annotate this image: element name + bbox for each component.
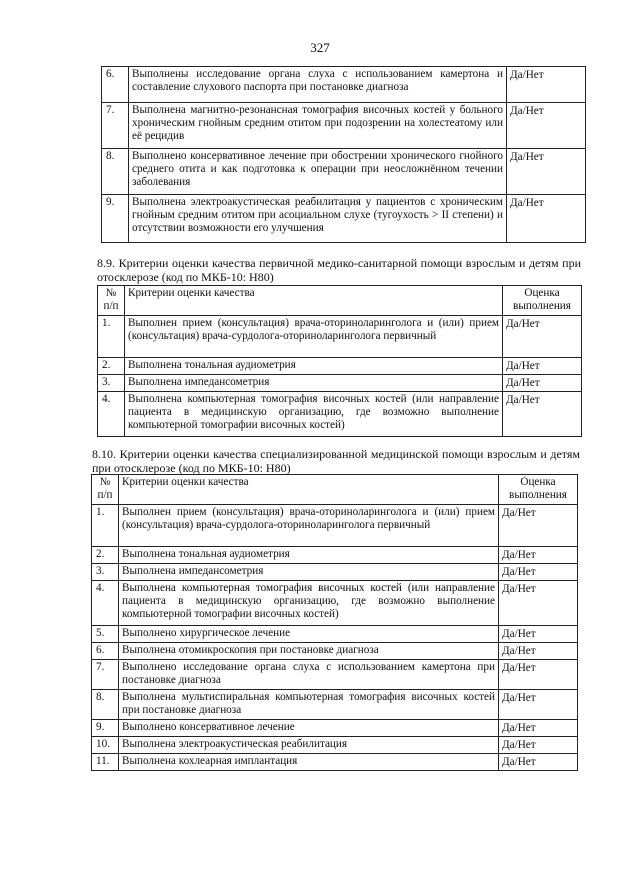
table-header-row [98,286,582,316]
rating-value: Да/Нет [503,358,582,375]
rating-value: Да/Нет [499,564,578,581]
criterion-text: Выполнен прием (консультация) врача-оториноларинголога и (или) прием (консультация) врача-сурдолога-оториноларинголога первичный [119,505,499,547]
row-number: 1. [98,316,125,358]
table-row [98,375,582,392]
table-row [102,67,586,103]
rating-value: Да/Нет [499,547,578,564]
header-criteria: Критерии оценки качества [125,286,503,316]
rating-value: Да/Нет [507,67,586,103]
table-row [92,720,578,737]
criterion-text: Выполнены исследование органа слуха с использованием камертона и составление слухового паспорта при постановке диагноза [129,67,507,103]
criterion-text: Выполнено исследование органа слуха с использованием камертона при постановке диагноза [119,660,499,690]
table-row [92,564,578,581]
header-number: № п/п [92,475,119,505]
rating-value: Да/Нет [503,375,582,392]
rating-value: Да/Нет [499,581,578,626]
header-number: № п/п [98,286,125,316]
row-number: 4. [92,581,119,626]
rating-value: Да/Нет [507,195,586,243]
rating-value: Да/Нет [499,626,578,643]
table-row [92,581,578,626]
table-row [92,626,578,643]
rating-value: Да/Нет [499,690,578,720]
table-header-row [92,475,578,505]
table-row [98,358,582,375]
table-row [92,690,578,720]
rating-value: Да/Нет [499,660,578,690]
criterion-text: Выполнена электроакустическая реабилитация у пациентов с хроническим гнойным средним отитом при асоциальном слухе (тугоухость > II степени) и отсутствии возможности его улучшения [129,195,507,243]
rating-value: Да/Нет [507,149,586,195]
row-number: 8. [102,149,129,195]
table-row [98,316,582,358]
criterion-text: Выполнено хирургическое лечение [119,626,499,643]
row-number: 2. [92,547,119,564]
criterion-text: Выполнена мультиспиральная компьютерная томография височных костей при постановке диагноза [119,690,499,720]
row-number: 9. [102,195,129,243]
criterion-text: Выполнена импедансометрия [125,375,503,392]
row-number: 11. [92,754,119,771]
criterion-text: Выполнена компьютерная томография височных костей (или направление пациента в медицинскую организацию, где возможно выполнение компьютерной томографии височных костей) [119,581,499,626]
row-number: 2. [98,358,125,375]
row-number: 3. [98,375,125,392]
header-rating: Оценка выполнения [499,475,578,505]
criteria-table-8-9 [97,285,582,437]
row-number: 10. [92,737,119,754]
criterion-text: Выполнен прием (консультация) врача-оториноларинголога и (или) прием (консультация) врача-сурдолога-оториноларинголога первичный [125,316,503,358]
rating-value: Да/Нет [503,392,582,437]
criterion-text: Выполнена магнитно-резонансная томография височных костей у больного хроническим гнойным средним отитом при подозрении на холестеатому или её рецидив [129,103,507,149]
header-criteria: Критерии оценки качества [119,475,499,505]
row-number: 7. [102,103,129,149]
criteria-table-8-10 [91,474,578,771]
criterion-text: Выполнена кохлеарная имплантация [119,754,499,771]
rating-value: Да/Нет [499,643,578,660]
row-number: 6. [102,67,129,103]
table-row [92,660,578,690]
table-row [102,195,586,243]
row-number: 6. [92,643,119,660]
row-number: 4. [98,392,125,437]
table-row [102,103,586,149]
rating-value: Да/Нет [507,103,586,149]
table-row [92,754,578,771]
table-row [92,505,578,547]
rating-value: Да/Нет [503,316,582,358]
criterion-text: Выполнено консервативное лечение [119,720,499,737]
header-rating: Оценка выполнения [503,286,582,316]
rating-value: Да/Нет [499,720,578,737]
criterion-text: Выполнена тональная аудиометрия [125,358,503,375]
table-row [92,547,578,564]
section-heading-8-10: 8.10. Критерии оценки качества специализированной медицинской помощи взрослым и детям при отосклерозе (код по МКБ-10: H80) [92,447,580,475]
page-number: 327 [310,40,330,55]
row-number: 1. [92,505,119,547]
criterion-text: Выполнена отомикроскопия при постановке диагноза [119,643,499,660]
table-row [92,643,578,660]
table-row [98,392,582,437]
criterion-text: Выполнена компьютерная томография височных костей (или направление пациента в медицинскую организацию, где возможно выполнение компьютерной томографии височных костей) [125,392,503,437]
criteria-table-continued [101,66,586,243]
criterion-text: Выполнена электроакустическая реабилитация [119,737,499,754]
row-number: 9. [92,720,119,737]
row-number: 3. [92,564,119,581]
table-row [102,149,586,195]
row-number: 8. [92,690,119,720]
criterion-text: Выполнено консервативное лечение при обострении хронического гнойного среднего отита и как подготовка к операции при неосложнённом течении заболевания [129,149,507,195]
row-number: 7. [92,660,119,690]
rating-value: Да/Нет [499,737,578,754]
table-row [92,737,578,754]
rating-value: Да/Нет [499,754,578,771]
section-heading-8-9: 8.9. Критерии оценки качества первичной медико-санитарной помощи взрослым и детям при отосклерозе (код по МКБ-10: H80) [97,256,581,284]
row-number: 5. [92,626,119,643]
criterion-text: Выполнена тональная аудиометрия [119,547,499,564]
rating-value: Да/Нет [499,505,578,547]
criterion-text: Выполнена импедансометрия [119,564,499,581]
